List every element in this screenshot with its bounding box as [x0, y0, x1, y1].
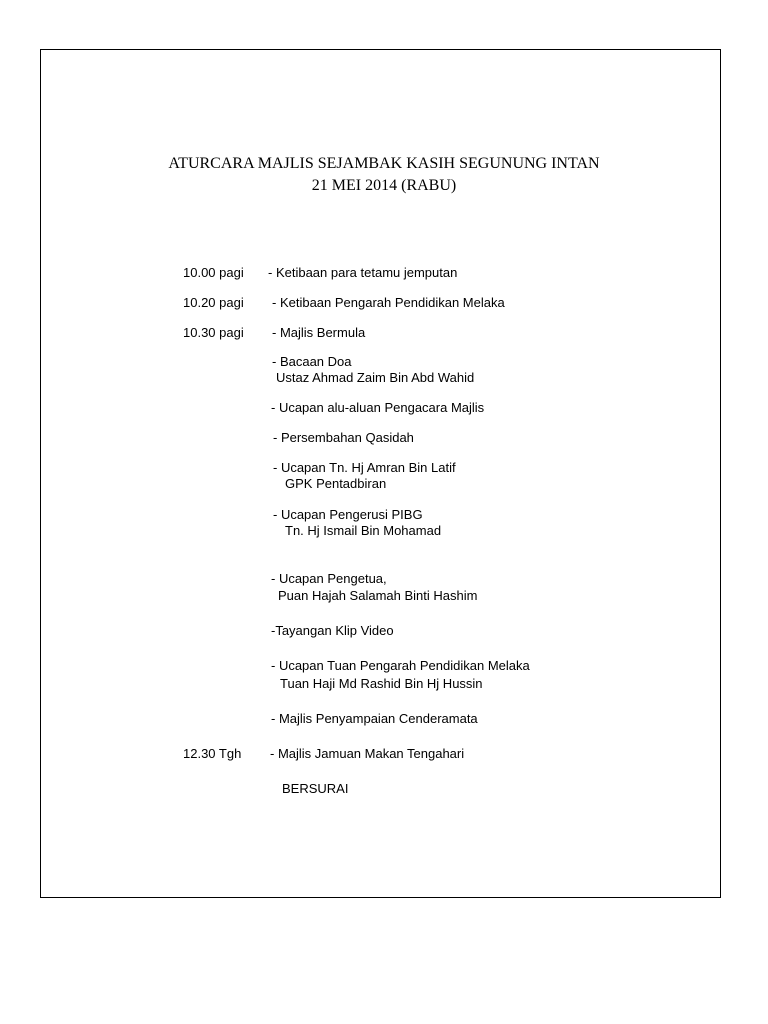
document-date: 21 MEI 2014 (RABU) [311, 177, 457, 194]
schedule-item-1: - Ketibaan para tetamu jemputan [268, 265, 458, 280]
schedule-item-9: - Ucapan Pengetua, [271, 571, 387, 586]
schedule-item-6: - Persembahan Qasidah [273, 430, 414, 445]
schedule-item-7: - Ucapan Tn. Hj Amran Bin Latif [273, 460, 456, 475]
schedule-item-13: - Majlis Jamuan Makan Tengahari [270, 746, 465, 761]
schedule-item-2: - Ketibaan Pengarah Pendidikan Melaka [272, 295, 505, 310]
schedule-item-12: - Majlis Penyampaian Cenderamata [271, 711, 478, 726]
schedule-time-2: 10.20 pagi [183, 295, 244, 310]
schedule-item-3: - Majlis Bermula [272, 325, 366, 340]
schedule-item-8-person: Tn. Hj Ismail Bin Mohamad [285, 523, 442, 538]
schedule-time-1: 10.00 pagi [183, 265, 244, 280]
document-title: ATURCARA MAJLIS SEJAMBAK KASIH SEGUNUNG INTAN [168, 155, 600, 172]
schedule-item-11: - Ucapan Tuan Pengarah Pendidikan Melaka [271, 658, 530, 673]
schedule-item-4: - Bacaan Doa [272, 354, 352, 369]
schedule-time-13: 12.30 Tgh [183, 746, 242, 761]
schedule-item-11-person: Tuan Haji Md Rashid Bin Hj Hussin [280, 676, 483, 691]
schedule-item-5: - Ucapan alu-aluan Pengacara Majlis [271, 400, 485, 415]
schedule-item-7-person: GPK Pentadbiran [285, 476, 387, 491]
closing-text: BERSURAI [282, 781, 349, 796]
schedule-item-9-person: Puan Hajah Salamah Binti Hashim [278, 588, 478, 603]
schedule-time-3: 10.30 pagi [183, 325, 244, 340]
schedule-item-10: -Tayangan Klip Video [271, 623, 394, 638]
schedule-item-4-person: Ustaz Ahmad Zaim Bin Abd Wahid [276, 370, 475, 385]
schedule-item-8: - Ucapan Pengerusi PIBG [273, 507, 423, 522]
